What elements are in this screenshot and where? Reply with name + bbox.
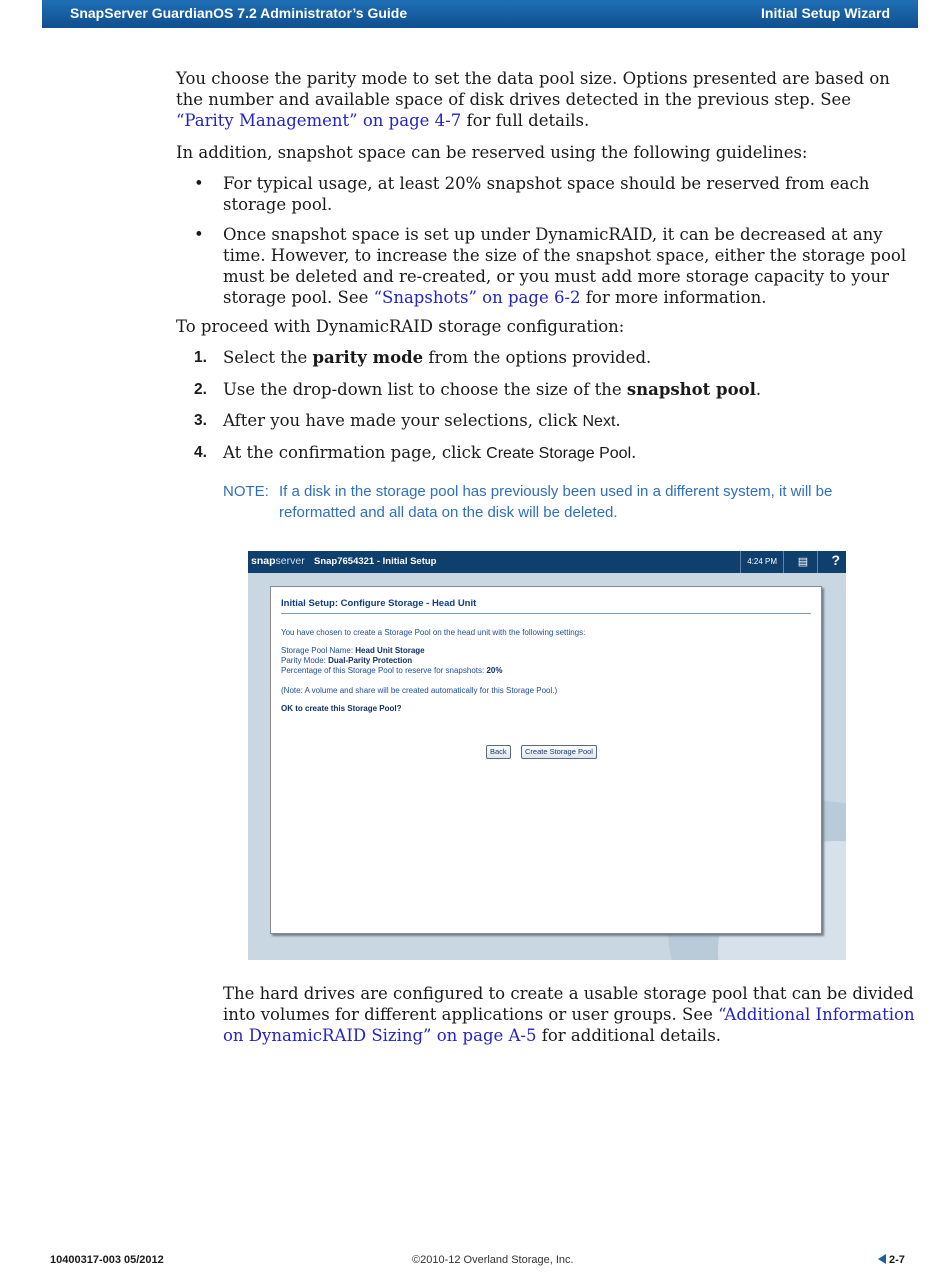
link-snapshots[interactable]: “Snapshots” on page 6-2: [373, 288, 581, 307]
header-guide-title: SnapServer GuardianOS 7.2 Administrator’s Guide: [70, 5, 408, 21]
setup-panel: [270, 586, 822, 934]
screenshot-figure: [248, 551, 846, 960]
help-button[interactable]: ?: [831, 552, 840, 568]
paragraph-proceed: To proceed with DynamicRAID storage configuration:: [176, 317, 625, 336]
step-item: 2. Use the drop-down list to choose the size of the snapshot pool.: [194, 379, 762, 399]
pool-name-line: Storage Pool Name: Head Unit Storage: [281, 646, 425, 655]
create-storage-pool-button[interactable]: Create Storage Pool: [521, 745, 597, 759]
app-window-title: Snap7654321 - Initial Setup: [314, 556, 437, 567]
list-item: • Once snapshot space is set up under DynamicRAID, it can be decreased at any time. However, to increase the size of the snapshot space, either the storage pool must be deleted and re-created, or you must add more storage capacity to your storage pool. See “Snapshots” on page 6-2 for more information.: [194, 225, 907, 307]
step-item: 4. At the confirmation page, click Create Storage Pool.: [194, 442, 637, 462]
note-callout: [223, 481, 913, 523]
intro-text: You have chosen to create a Storage Pool on the head unit with the following settings:: [281, 628, 586, 637]
confirm-question: OK to create this Storage Pool?: [281, 704, 402, 713]
paragraph-parity-mode: You choose the parity mode to set the data pool size. Options presented are based on the number and available space of disk drives detected in the previous step. See “Parity Management” on page 4-7 for full details.: [176, 69, 890, 130]
clock-readout: 4:24 PM: [740, 551, 784, 573]
footer-doc-number: 10400317-003 05/2012: [50, 1254, 164, 1266]
snapshot-line: Percentage of this Storage Pool to reserve for snapshots: 20%: [281, 666, 503, 675]
panel-title: Initial Setup: Configure Storage - Head Unit: [281, 598, 477, 609]
divider: [281, 613, 811, 614]
link-dynamicraid-sizing[interactable]: “Additional Information on DynamicRAID Sizing” on page A-5: [223, 1005, 915, 1045]
server-icon[interactable]: ▤: [789, 551, 818, 573]
page-header: [42, 0, 918, 28]
step-list: [194, 347, 914, 473]
link-parity-management[interactable]: “Parity Management” on page 4-7: [176, 111, 462, 130]
paragraph-snapshot-guidelines: In addition, snapshot space can be reserved using the following guidelines:: [176, 143, 808, 162]
app-title-bar: [248, 551, 846, 573]
parity-line: Parity Mode: Dual-Parity Protection: [281, 656, 413, 665]
note-text: If a disk in the storage pool has previously been used in a different system, it will be reformatted and all data on the disk will be deleted.: [279, 483, 833, 521]
footer-page-number: 2-7: [878, 1254, 905, 1266]
paragraph-hard-drives: The hard drives are configured to create a usable storage pool that can be divided into volumes for different applications or user groups. See “Additional Information on DynamicRAID Sizing” on page A-5 for additional details.: [223, 984, 915, 1045]
snapserver-logo: snapserver: [251, 555, 305, 567]
footer-copyright: ©2010-12 Overland Storage, Inc.: [412, 1254, 574, 1266]
bullet-list: [194, 173, 916, 317]
list-item: • For typical usage, at least 20% snapshot space should be reserved from each storage pool.: [194, 174, 870, 214]
step-item: 1. Select the parity mode from the options provided.: [194, 348, 652, 367]
back-button[interactable]: Back: [486, 745, 511, 759]
header-chapter-title: Initial Setup Wizard: [761, 5, 890, 21]
back-arrow-icon[interactable]: [878, 1254, 886, 1264]
note-label: NOTE:: [223, 483, 269, 500]
auto-volume-note: (Note: A volume and share will be created automatically for this Storage Pool.): [281, 686, 558, 695]
step-item: 3. After you have made your selections, click Next.: [194, 411, 621, 430]
